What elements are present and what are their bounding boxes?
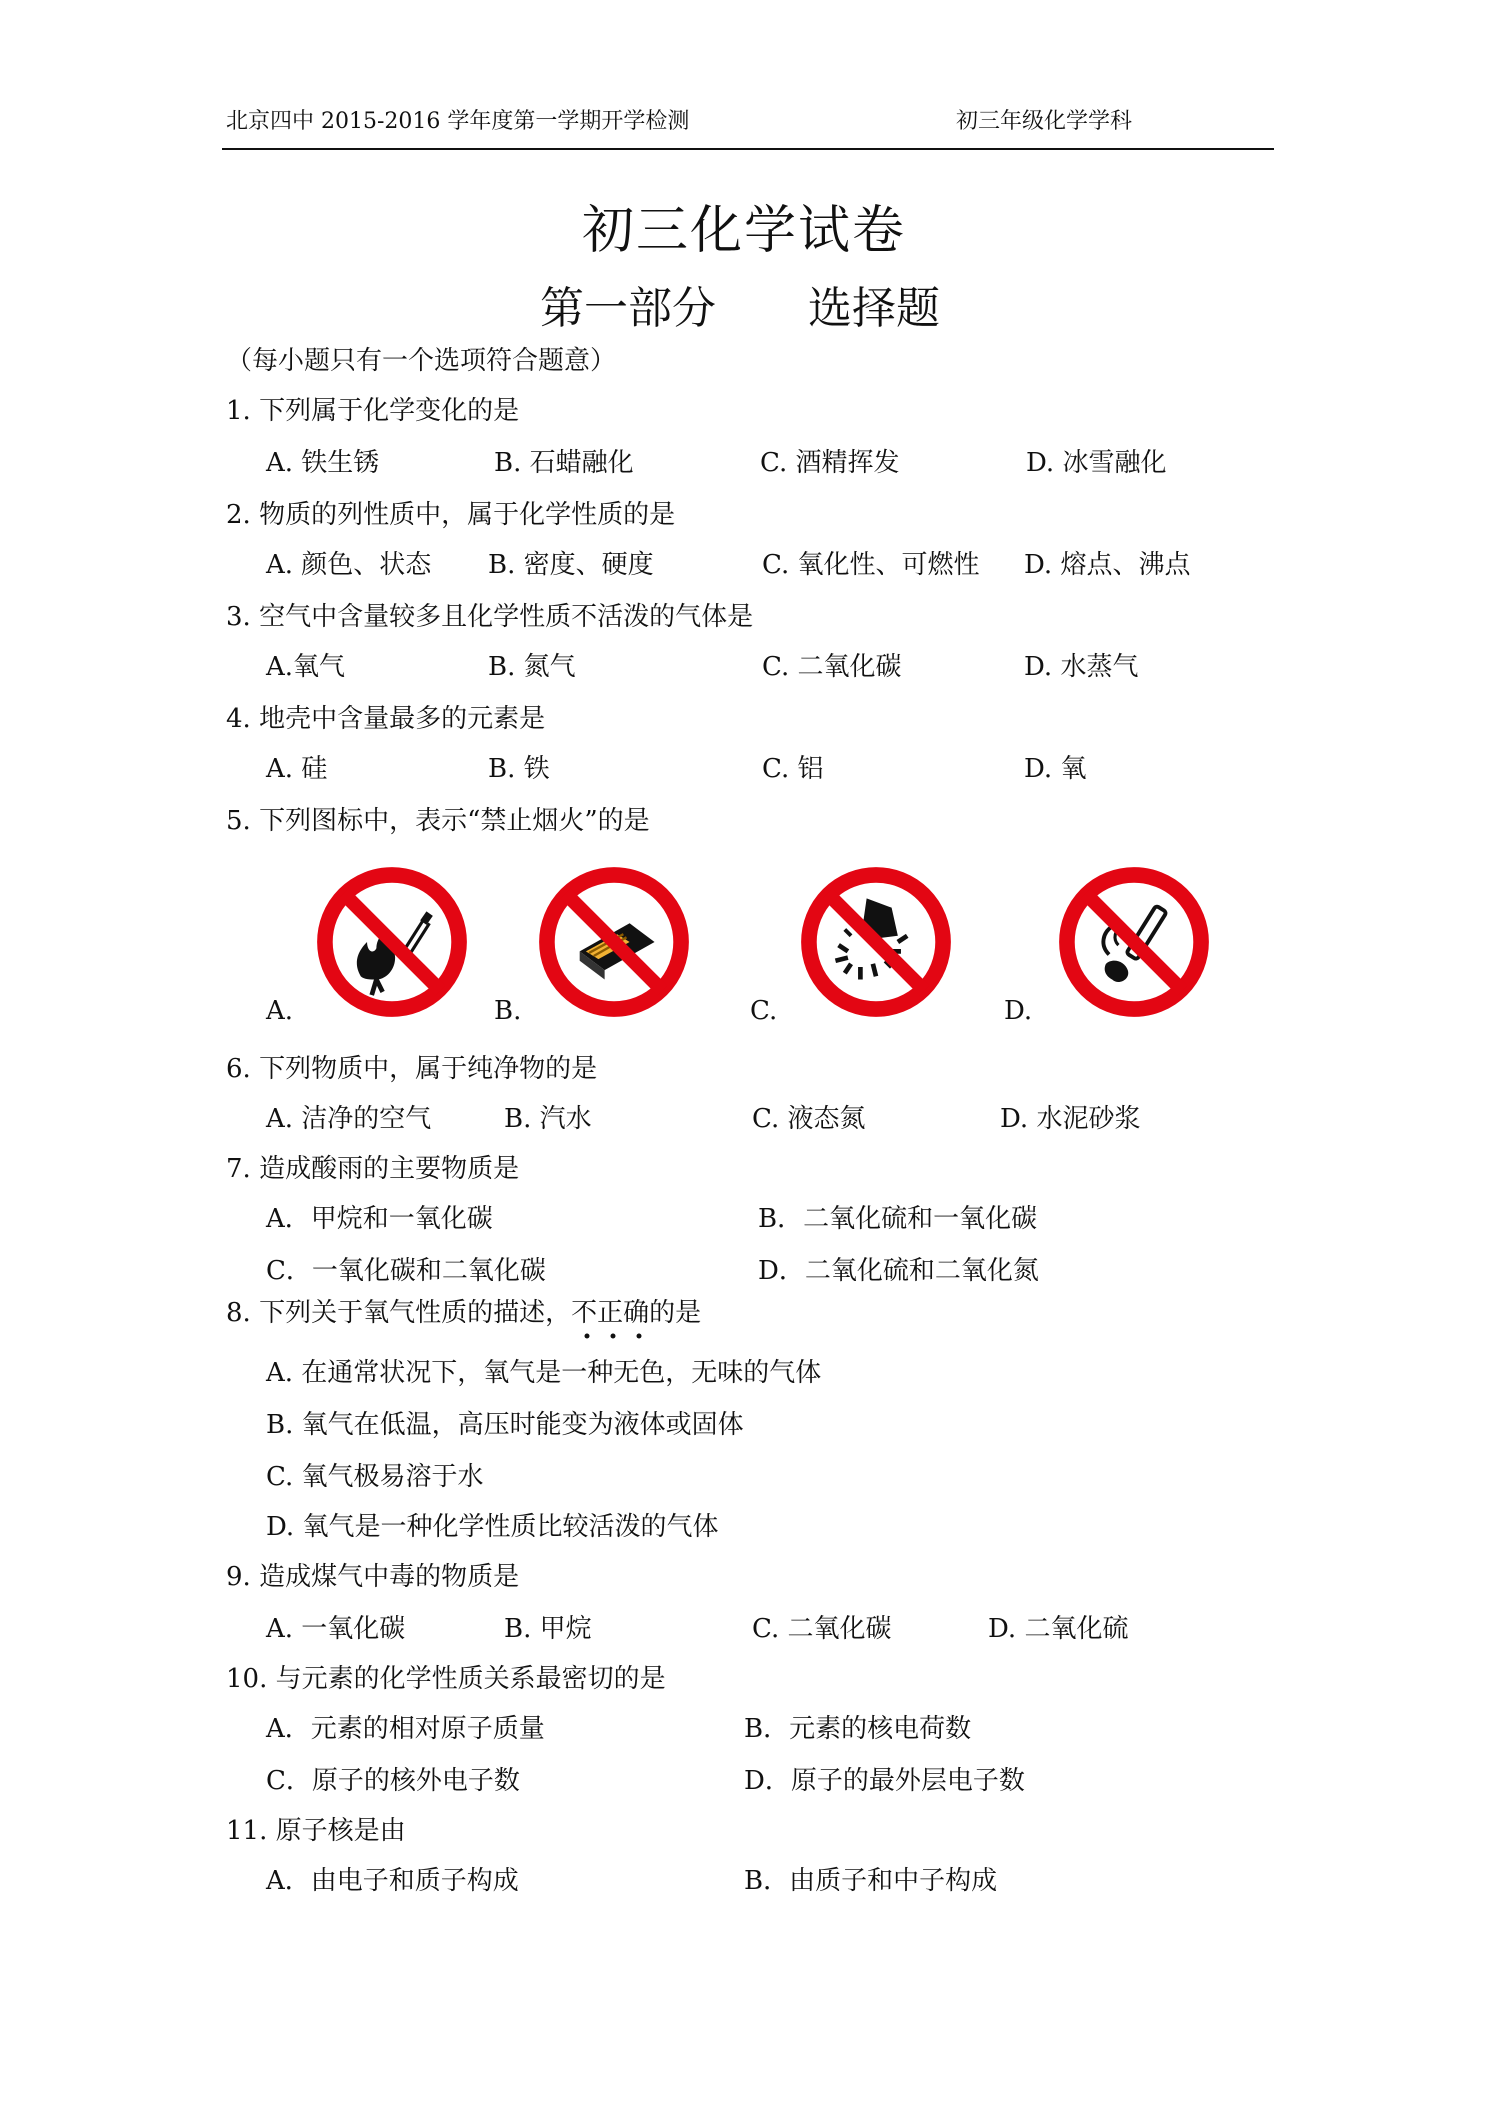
section-part: 第一部分 [540, 283, 716, 334]
emphasis-dots [574, 1330, 664, 1342]
exam-title: 初三化学试卷 [581, 201, 906, 261]
question-8-stem-suffix: 的是 [649, 1298, 702, 1328]
no-matches-box-icon [536, 864, 692, 1020]
question-3-option-d: D. 水蒸气 [1024, 652, 1139, 682]
question-9-option-a: A. 一氧化碳 [266, 1614, 406, 1644]
question-2-stem: 2. 物质的列性质中，属于化学性质的是 [226, 500, 676, 530]
header-divider [222, 148, 1274, 150]
question-11-stem: 11. 原子核是由 [226, 1816, 406, 1846]
question-8-option-d: D. 氧气是一种化学性质比较活泼的气体 [266, 1512, 719, 1542]
question-11-option-b: B．由质子和中子构成 [744, 1866, 998, 1896]
question-8-stem [226, 1300, 701, 1326]
question-5-stem: 5. 下列图标中，表示“禁止烟火”的是 [226, 806, 650, 836]
question-9-option-c: C. 二氧化碳 [752, 1614, 892, 1644]
question-6-option-b: B. 汽水 [504, 1104, 592, 1134]
question-9-option-d: D. 二氧化硫 [988, 1614, 1129, 1644]
question-10-option-d: D．原子的最外层电子数 [744, 1766, 1025, 1796]
question-1-stem: 1. 下列属于化学变化的是 [226, 396, 520, 426]
question-2-option-c: C. 氧化性、可燃性 [762, 550, 980, 580]
question-8-option-b: B. 氧气在低温，高压时能变为液体或固体 [266, 1410, 744, 1440]
question-3-option-a: A.氧气 [266, 652, 346, 682]
question-3-option-c: C. 二氧化碳 [762, 652, 902, 682]
question-7-option-b: B．二氧化硫和一氧化碳 [758, 1204, 1038, 1234]
question-7-option-d: D．二氧化硫和二氧化氮 [758, 1256, 1039, 1286]
question-1-option-d: D. 冰雪融化 [1026, 448, 1167, 478]
header-school: 北京四中 2015-2016 学年度第一学期开学检测 [226, 109, 690, 134]
question-1-option-a: A. 铁生锈 [266, 448, 380, 478]
question-4-option-b: B. 铁 [488, 754, 550, 784]
question-2-option-b: B. 密度、硬度 [488, 550, 654, 580]
question-5-option-c: C. [750, 996, 778, 1026]
question-4-option-d: D. 氧 [1024, 754, 1087, 784]
question-10-option-b: B．元素的核电荷数 [744, 1714, 972, 1744]
question-10-option-c: C．原子的核外电子数 [266, 1766, 520, 1796]
no-fireworks-icon [798, 864, 954, 1020]
question-7-option-c: C．一氧化碳和二氧化碳 [266, 1256, 546, 1286]
question-9-option-b: B. 甲烷 [504, 1614, 592, 1644]
header-subject: 初三年级化学学科 [956, 109, 1133, 134]
question-8-stem-prefix: 8. 下列关于氧气性质的描述， [226, 1298, 572, 1328]
question-2-option-a: A. 颜色、状态 [266, 550, 432, 580]
question-4-option-c: C. 铝 [762, 754, 824, 784]
question-2-option-d: D. 熔点、沸点 [1024, 550, 1191, 580]
instruction: （每小题只有一个选项符合题意） [226, 346, 617, 376]
question-7-stem: 7. 造成酸雨的主要物质是 [226, 1154, 520, 1184]
question-6-option-d: D. 水泥砂浆 [1000, 1104, 1141, 1134]
question-6-option-c: C. 液态氮 [752, 1104, 866, 1134]
question-9-stem: 9. 造成煤气中毒的物质是 [226, 1562, 520, 1592]
question-4-stem: 4. 地壳中含量最多的元素是 [226, 704, 546, 734]
question-10-stem: 10. 与元素的化学性质关系最密切的是 [226, 1664, 666, 1694]
question-4-option-a: A. 硅 [266, 754, 328, 784]
question-5-option-d: D. [1004, 996, 1033, 1026]
section-name: 选择题 [808, 283, 940, 334]
question-8-option-c: C. 氧气极易溶于水 [266, 1462, 484, 1492]
no-fire-and-matches-icon [314, 864, 470, 1020]
question-1-option-c: C. 酒精挥发 [760, 448, 900, 478]
question-10-option-a: A．元素的相对原子质量 [266, 1714, 545, 1744]
question-11-option-a: A．由电子和质子构成 [266, 1866, 519, 1896]
question-7-option-a: A．甲烷和一氧化碳 [266, 1204, 493, 1234]
question-8-option-a: A. 在通常状况下，氧气是一种无色，无味的气体 [266, 1358, 822, 1388]
question-3-stem: 3. 空气中含量较多且化学性质不活泼的气体是 [226, 602, 754, 632]
question-5-option-a: A. [266, 996, 294, 1026]
question-6-stem: 6. 下列物质中，属于纯净物的是 [226, 1054, 598, 1084]
question-1-option-b: B. 石蜡融化 [494, 448, 634, 478]
no-smoking-icon [1056, 864, 1212, 1020]
question-5-option-b: B. [494, 996, 522, 1026]
question-3-option-b: B. 氮气 [488, 652, 576, 682]
question-6-option-a: A. 洁净的空气 [266, 1104, 432, 1134]
question-8-stem-emphasis: 不正确 [571, 1298, 650, 1328]
